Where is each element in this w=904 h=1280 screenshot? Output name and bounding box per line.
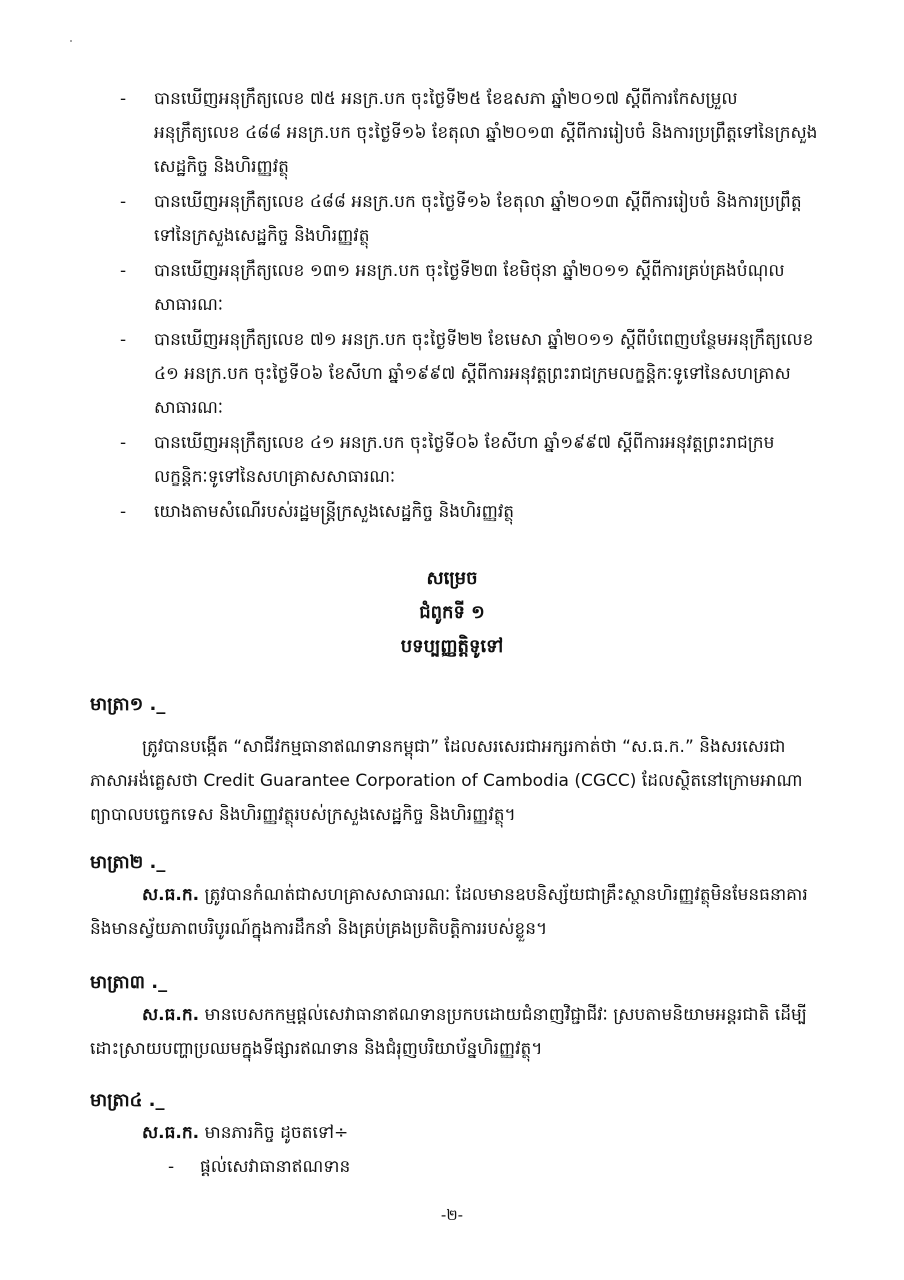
abbreviation: ស.ធ.ក. (142, 885, 200, 905)
preamble-item (118, 254, 818, 322)
article-title: មាត្រា៣ ._ (90, 972, 168, 993)
abbreviation: ស.ធ.ក. (142, 1123, 200, 1143)
chapter-title: បទប្បញ្ញត្តិទូទៅ (400, 636, 504, 657)
preamble-text: បានឃើញអនុក្រឹត្យលេខ ៤១ អនក្រ.បក ចុះថ្ងៃទី០៦ ខែសីហា ឆ្នាំ១៩៩៧ ស្តីពីការអនុវត្តព្រះរាជក្រមលក្ខន្តិកៈទូទៅនៃសហគ្រាសសាធារណៈ (154, 433, 775, 487)
abbreviation: ស.ធ.ក. (142, 1005, 200, 1025)
bullet-dash: - (120, 502, 127, 522)
article-body: ត្រូវបានបង្កើត “សាជីវកម្មធានាឥណទានកម្ពុជា” ដែលសរសេរជាអក្សរកាត់ថា “ស.ធ.ក.” និងសរសេរជាភាសាអង់គ្លេសថា Credit Guarantee Corporation of Cambodia (CGCC) ដែលស្ថិតនៅក្រោមអាណាព្យាបាលបច្ចេកទេស និងហិរញ្ញវត្ថុរបស់ក្រសួងសេដ្ឋកិច្ច និងហិរញ្ញវត្ថុ។ (90, 737, 803, 825)
article-title: មាត្រា៤ ._ (90, 1090, 165, 1111)
page-number: -២- (440, 1206, 464, 1224)
scan-speck (70, 40, 72, 42)
bullet-dash: - (168, 1157, 175, 1177)
sub-list-text: ផ្តល់សេវាធានាឥណទាន (200, 1157, 351, 1177)
preamble-item (118, 426, 818, 494)
bullet-dash: - (120, 433, 127, 453)
preamble-text: បានឃើញអនុក្រឹត្យលេខ ៧៥ អនក្រ.បក ចុះថ្ងៃទី២៥ ខែឧសភា ឆ្នាំ២០១៧ ស្តីពីការកែសម្រួលអនុក្រឹត្យលេខ ៤៨៨ អនក្រ.បក ចុះថ្ងៃទី១៦ ខែតុលា ឆ្នាំ២០១៣ ស្តីពីការរៀបចំ និងការប្រព្រឹត្តទៅនៃក្រសួងសេដ្ឋកិច្ច និងហិរញ្ញវត្ថុ (154, 89, 818, 177)
article-body (90, 1116, 820, 1150)
article-title: មាត្រា២ ._ (90, 852, 166, 873)
preamble-text: បានឃើញអនុក្រឹត្យលេខ ៧១ អនក្រ.បក ចុះថ្ងៃទី២២ ខែមេសា ឆ្នាំ២០១១ ស្តីពីបំពេញបន្ថែមអនុក្រឹត្យលេខ ៤១ អនក្រ.បក ចុះថ្ងៃទី០៦ ខែសីហា ឆ្នាំ១៩៩៧ ស្តីពីការអនុវត្តព្រះរាជក្រមលក្ខន្តិកៈទូទៅនៃសហគ្រាសសាធារណៈ (154, 330, 814, 418)
bullet-dash: - (120, 192, 127, 212)
article-body (90, 998, 820, 1066)
sub-list-item (90, 1150, 820, 1184)
preamble-item (118, 323, 818, 425)
article-body (90, 878, 820, 946)
article-1 (90, 690, 820, 832)
preamble-list (118, 82, 818, 530)
bullet-dash: - (120, 89, 127, 109)
preamble-text: បានឃើញអនុក្រឹត្យលេខ ៤៨៨ អនក្រ.បក ចុះថ្ងៃទី១៦ ខែតុលា ឆ្នាំ២០១៣ ស្តីពីការរៀបចំ និងការប្រព្រឹត្តទៅនៃក្រសួងសេដ្ឋកិច្ច និងហិរញ្ញវត្ថុ (154, 192, 802, 246)
bullet-dash: - (120, 330, 127, 350)
preamble-text: បានឃើញអនុក្រឹត្យលេខ ១៣១ អនក្រ.បក ចុះថ្ងៃទី២៣ ខែមិថុនា ឆ្នាំ២០១១ ស្តីពីការគ្រប់គ្រងបំណុលសាធារណៈ (154, 261, 785, 315)
section-headings (0, 562, 904, 664)
preamble-item (118, 82, 818, 184)
article-2 (90, 848, 820, 946)
article-text: មានបេសកកម្មផ្តល់សេវាធានាឥណទានប្រកបដោយជំនាញវិជ្ជាជីវៈ ស្របតាមនិយាមអន្តរជាតិ ដើម្បីដោះស្រាយបញ្ហាប្រឈមក្នុងទីផ្សារឥណទាន និងជំរុញបរិយាប័ន្នហិរញ្ញវត្ថុ។ (90, 1005, 807, 1059)
article-text: មានភារកិច្ច ដូចតទៅ÷ (199, 1123, 349, 1143)
article-text: ត្រូវបានកំណត់ជាសហគ្រាសសាធារណៈ ដែលមានឧបនិស្ស័យជាគ្រឹះស្ថានហិរញ្ញវត្ថុមិនមែនធនាគារ និងមានស្វ័យភាពបរិបូរណ៍ក្នុងការដឹកនាំ និងគ្រប់គ្រងប្រតិបត្តិការរបស់ខ្លួន។ (90, 885, 808, 939)
preamble-text: យោងតាមសំណើរបស់រដ្ឋមន្ត្រីក្រសួងសេដ្ឋកិច្ច និងហិរញ្ញវត្ថុ (154, 502, 515, 522)
article-4 (90, 1086, 820, 1184)
article-title: មាត្រា១ ._ (90, 694, 166, 715)
preamble-item (118, 495, 818, 529)
bullet-dash: - (120, 261, 127, 281)
preamble-item (118, 185, 818, 253)
article-3 (90, 968, 820, 1066)
decision-heading: សម្រេច (426, 568, 478, 589)
chapter-heading: ជំពូកទី ១ (419, 602, 485, 623)
